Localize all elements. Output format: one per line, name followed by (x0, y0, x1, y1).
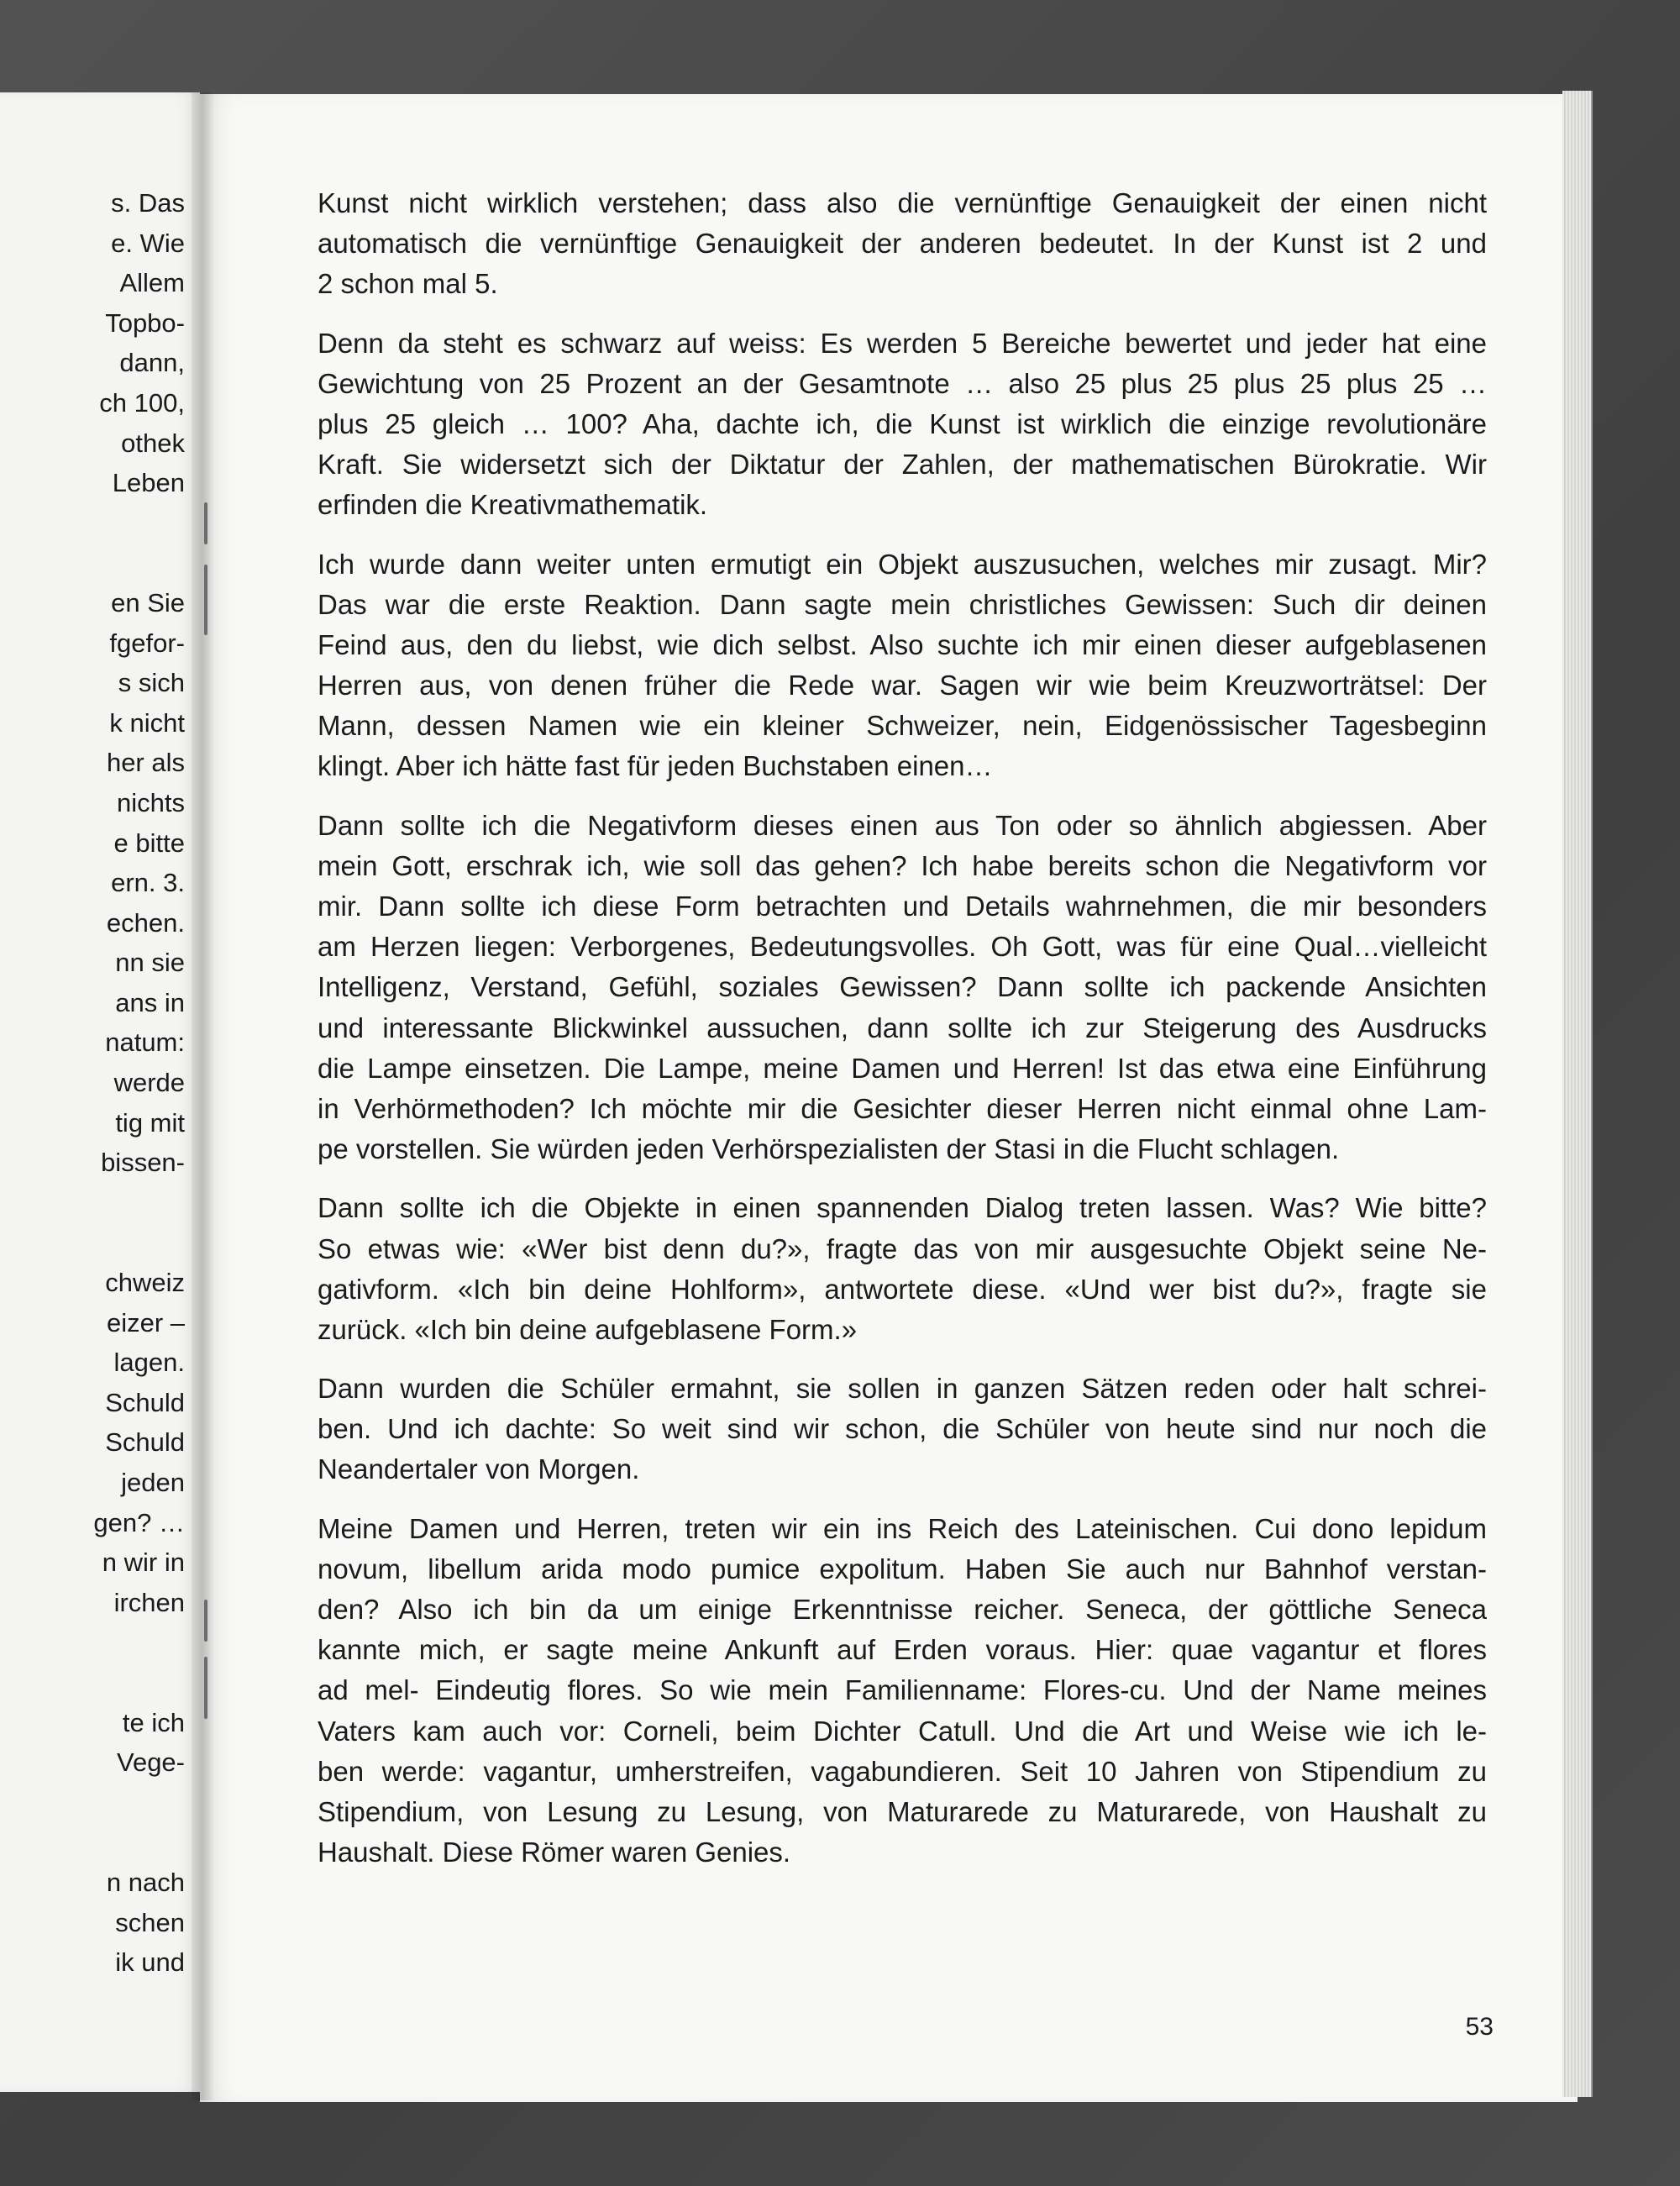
left-page-line: eizer – (106, 1307, 185, 1337)
left-page-line: s. Das (111, 188, 185, 218)
text-line: ben werde: vagantur, umherstreifen, vagabundieren. Seit 10 Jahren von Stipendium zu (318, 1755, 1487, 1787)
left-page-line (0, 1183, 185, 1223)
left-page-line: othek (121, 428, 185, 458)
left-page-line: her als (106, 748, 185, 778)
staple-bottom (204, 1600, 207, 1642)
text-line: Neandertaler von Morgen. (318, 1453, 640, 1485)
left-page-line: irchen (113, 1587, 185, 1617)
text-line: die Lampe einsetzen. Die Lampe, meine Damen und Herren! Ist das etwa eine Einführung (318, 1052, 1487, 1084)
text-line: So etwas wie: «Wer bist denn du?», fragte das von mir ausgesuchte Objekt seine Ne- (318, 1232, 1487, 1264)
text-line: Denn da steht es schwarz auf weiss: Es werden 5 Bereiche bewertet und jeder hat eine (318, 327, 1487, 359)
paragraph (318, 806, 1487, 1170)
text-line: am Herzen liegen: Verborgenes, Bedeutungsvolles. Oh Gott, was für eine Qual…vielleicht (318, 931, 1487, 963)
text-line: gativform. «Ich bin deine Hohlform», antwortete diese. «Und wer bist du?», fragte sie (318, 1273, 1487, 1305)
text-line: mir. Dann sollte ich diese Form betrachten und Details wahrnehmen, die mir besonders (318, 891, 1487, 922)
text-line: Herren aus, von denen früher die Rede war. Sagen wir wie beim Kreuzworträtsel: Der (318, 670, 1487, 702)
left-page-line (0, 1222, 185, 1263)
text-line: zurück. «Ich bin deine aufgeblasene Form.» (318, 1313, 858, 1345)
text-line: in Verhörmethoden? Ich möchte mir die Gesichter dieser Herren nicht einmal ohne Lam- (318, 1092, 1487, 1124)
text-line: Dann wurden die Schüler ermahnt, sie sollen in ganzen Sätzen reden oder halt schrei- (318, 1373, 1487, 1405)
left-page-line: te ich (122, 1707, 185, 1737)
left-page-line: ik und (115, 1947, 185, 1978)
text-line: Dann sollte ich die Objekte in einen spannenden Dialog treten lassen. Was? Wie bitte? (318, 1192, 1487, 1224)
left-page-line: Schuld (105, 1387, 185, 1417)
text-line: ben. Und ich dachte: So weit sind wir schon, die Schüler von heute sind nur noch die (318, 1413, 1487, 1445)
text-line: Stipendium, von Lesung zu Lesung, von Maturarede zu Maturarede, von Haushalt zu (318, 1795, 1487, 1827)
text-line: Ich wurde dann weiter unten ermutigt ein Objekt auszusuchen, welches mir zusagt. Mir? (318, 548, 1487, 580)
left-page-line (0, 1783, 185, 1823)
left-page-line: e bitte (113, 828, 185, 858)
left-page-line: echen. (106, 907, 185, 938)
text-line: Haushalt. Diese Römer waren Genies. (318, 1837, 791, 1868)
text-line: Dann sollte ich die Negativform dieses einen aus Ton oder so ähnlich abgiessen. Aber (318, 809, 1487, 841)
paragraph (318, 1369, 1487, 1490)
left-page-line: Allem (119, 268, 185, 298)
left-page-line: n wir in (102, 1548, 185, 1578)
page-edges (1562, 91, 1593, 2097)
left-page-line: jeden (121, 1468, 185, 1497)
text-line: 2 schon mal 5. (318, 268, 498, 300)
paragraph (318, 183, 1487, 305)
left-page-line: ern. 3. (111, 868, 185, 898)
left-page-line: s sich (118, 668, 185, 698)
left-page-line: Vege- (116, 1747, 185, 1778)
left-page-line: chweiz (105, 1268, 185, 1298)
text-line: Meine Damen und Herren, treten wir ein ins Reich des Lateinischen. Cui dono lepidum (318, 1512, 1487, 1544)
spine-shadow (192, 92, 213, 2100)
left-page-line: Leben (112, 468, 185, 498)
text-line: klingt. Aber ich hätte fast für jeden Buchstaben einen… (318, 750, 993, 782)
left-page-line (0, 543, 185, 583)
text-line: ad mel- Eindeutig flores. So wie mein Familienname: Flores-cu. Und der Name meines (318, 1674, 1487, 1706)
left-page-line (0, 1663, 185, 1703)
staple-bottom-lower (204, 1657, 207, 1719)
left-page-line: schen (115, 1907, 185, 1937)
left-page-line (0, 1622, 185, 1663)
left-page-line: nn sie (115, 948, 185, 978)
text-line: erfinden die Kreativmathematik. (318, 489, 708, 521)
text-line: novum, libellum arida modo pumice expolitum. Haben Sie auch nur Bahnhof verstan- (318, 1553, 1487, 1584)
text-line: Kraft. Sie widersetzt sich der Diktatur der Zahlen, der mathematischen Bürokratie. Wir (318, 449, 1487, 481)
paragraph (318, 323, 1487, 526)
text-line: Feind aus, den du liebst, wie dich selbst. Also suchte ich mir einen dieser aufgeblasenen (318, 628, 1487, 660)
text-line: kannte mich, er sagte meine Ankunft auf Erden voraus. Hier: quae vagantur et flores (318, 1634, 1487, 1666)
text-line: automatisch die vernünftige Genauigkeit der anderen bedeutet. In der Kunst ist 2 und (318, 228, 1487, 260)
text-line: Mann, dessen Namen wie ein kleiner Schweizer, nein, Eidgenössischer Tagesbeginn (318, 710, 1487, 742)
text-line: Das war die erste Reaktion. Dann sagte mein christliches Gewissen: Such dir deinen (318, 588, 1487, 620)
paragraph (318, 1188, 1487, 1350)
text-line: plus 25 gleich … 100? Aha, dachte ich, die Kunst ist wirklich die einzige revolutionäre (318, 407, 1487, 439)
left-page-line: bissen- (101, 1148, 185, 1178)
text-line: und interessante Blickwinkel aussuchen, dann sollte ich zur Steigerung des Ausdrucks (318, 1012, 1487, 1043)
paragraph (318, 1509, 1487, 1873)
text-line: Vaters kam auch vor: Corneli, beim Dichter Catull. Und die Art und Weise wie ich le- (318, 1715, 1487, 1747)
text-line: mein Gott, erschrak ich, wie soll das gehen? Ich habe bereits schon die Negativform vor (318, 849, 1487, 881)
left-page-line: e. Wie (111, 228, 185, 258)
left-page-line (0, 1822, 185, 1863)
left-page-line: fgefor- (109, 628, 185, 658)
left-page-line: nichts (117, 787, 185, 817)
paragraph (318, 544, 1487, 787)
left-page-line: dann, (119, 348, 185, 378)
left-page-line: Schuld (105, 1427, 185, 1458)
left-page-line: natum: (105, 1027, 185, 1058)
left-page-line: ch 100, (99, 387, 185, 418)
text-line: Gewichtung von 25 Prozent an der Gesamtnote … also 25 plus 25 plus 25 plus 25 … (318, 367, 1487, 399)
left-page-line: Topbo- (105, 307, 185, 338)
text-line: Kunst nicht wirklich verstehen; dass also die vernünftige Genauigkeit der einen nicht (318, 187, 1487, 218)
left-page-line (0, 503, 185, 544)
page-number: 53 (1465, 2013, 1494, 2041)
staple-top (204, 502, 207, 544)
left-page-text (0, 183, 185, 1983)
staple-top-lower (204, 565, 207, 635)
left-page-line: ans in (115, 987, 185, 1017)
left-page (0, 92, 200, 2092)
left-page-line: gen? … (93, 1507, 185, 1537)
left-page-line: werde (113, 1068, 185, 1098)
left-page-line: n nach (106, 1867, 185, 1897)
left-page-line: lagen. (113, 1348, 185, 1378)
text-line: den? Also ich bin da um einige Erkenntnisse reicher. Seneca, der göttliche Seneca (318, 1594, 1487, 1625)
text-line: Intelligenz, Verstand, Gefühl, soziales Gewissen? Dann sollte ich packende Ansichten (318, 971, 1487, 1003)
left-page-line: k nicht (109, 707, 185, 738)
text-line: pe vorstellen. Sie würden jeden Verhörspezialisten der Stasi in die Flucht schlagen. (318, 1133, 1340, 1165)
main-text (318, 183, 1487, 1891)
left-page-line: tig mit (115, 1107, 185, 1138)
left-page-line: en Sie (111, 587, 185, 617)
